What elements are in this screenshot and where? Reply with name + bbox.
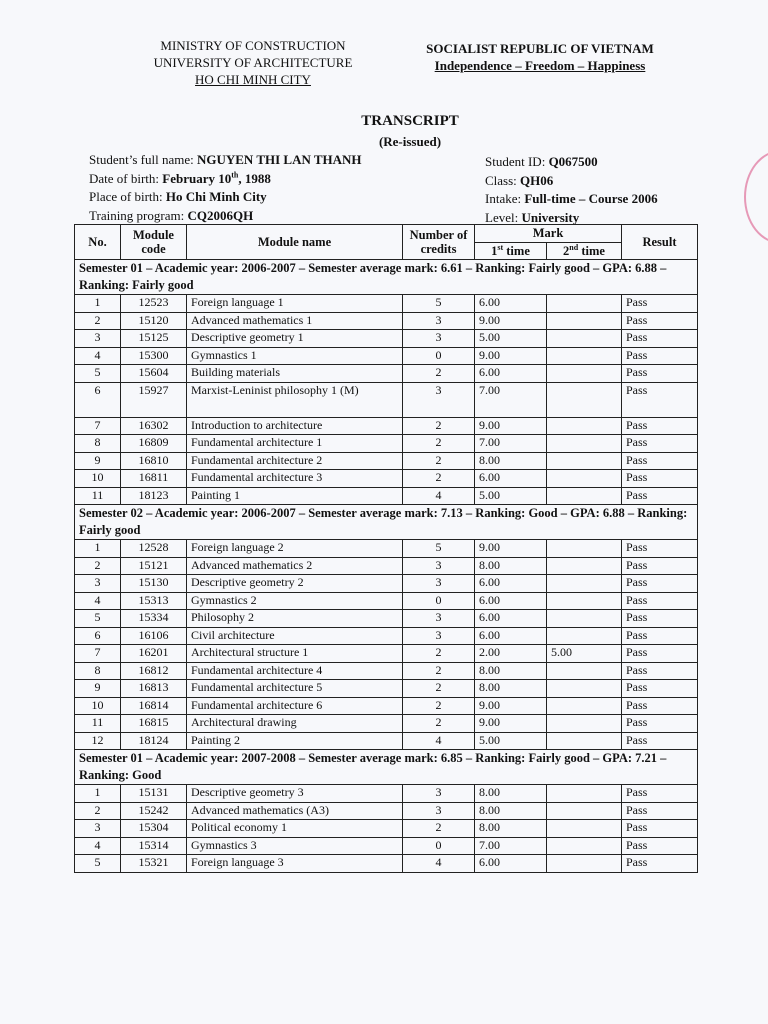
ministry-name: MINISTRY OF CONSTRUCTION — [160, 38, 346, 53]
class-line — [485, 172, 658, 191]
semester-summary: Semester 01 – Academic year: 2007-2008 – Semester average mark: 6.85 – Ranking: Fairly good – GPA: 7.21 – Ranking: Good — [75, 750, 698, 785]
row-no: 10 — [75, 470, 121, 488]
result: Pass — [622, 452, 698, 470]
module-code: 18123 — [121, 487, 187, 505]
mark-first: 7.00 — [475, 837, 547, 855]
credits: 2 — [403, 645, 475, 663]
credits: 3 — [403, 382, 475, 417]
mark-first: 7.00 — [475, 382, 547, 417]
mark-second — [547, 627, 622, 645]
name-label: Student’s full name: — [89, 152, 194, 167]
semester-header-row — [75, 505, 698, 540]
table-row — [75, 697, 698, 715]
mark-second — [547, 417, 622, 435]
mark-second — [547, 820, 622, 838]
semester-summary: Semester 02 – Academic year: 2006-2007 – Semester average mark: 7.13 – Ranking: Good – GPA: 6.88 – Ranking: Fairly good — [75, 505, 698, 540]
mark-second — [547, 312, 622, 330]
mark-first: 8.00 — [475, 785, 547, 803]
module-name: Civil architecture — [187, 627, 403, 645]
module-code: 15120 — [121, 312, 187, 330]
mark-first: 5.00 — [475, 732, 547, 750]
module-name: Descriptive geometry 1 — [187, 330, 403, 348]
result: Pass — [622, 312, 698, 330]
table-row — [75, 592, 698, 610]
document-subtitle: (Re-issued) — [378, 134, 442, 149]
student-name: NGUYEN THI LAN THANH — [196, 152, 362, 167]
module-code: 15242 — [121, 802, 187, 820]
row-no: 2 — [75, 312, 121, 330]
credits: 2 — [403, 435, 475, 453]
module-code: 15121 — [121, 557, 187, 575]
module-code: 16302 — [121, 417, 187, 435]
institution-header — [108, 37, 398, 88]
mark-first: 5.00 — [475, 487, 547, 505]
module-name: Architectural structure 1 — [187, 645, 403, 663]
mark-first: 8.00 — [475, 802, 547, 820]
table-row — [75, 627, 698, 645]
module-code: 16815 — [121, 715, 187, 733]
module-code: 15130 — [121, 575, 187, 593]
table-row — [75, 785, 698, 803]
module-name: Fundamental architecture 6 — [187, 697, 403, 715]
student-name-line — [89, 151, 362, 170]
mark-first: 9.00 — [475, 347, 547, 365]
credits: 4 — [403, 732, 475, 750]
table-row — [75, 382, 698, 417]
module-name: Fundamental architecture 4 — [187, 662, 403, 680]
mark-first: 6.00 — [475, 295, 547, 313]
credits: 2 — [403, 417, 475, 435]
credits: 0 — [403, 592, 475, 610]
table-row — [75, 802, 698, 820]
module-name: Fundamental architecture 1 — [187, 435, 403, 453]
module-code: 16106 — [121, 627, 187, 645]
result: Pass — [622, 295, 698, 313]
header-second-time: 2nd time — [547, 242, 622, 260]
result: Pass — [622, 855, 698, 873]
table-row — [75, 487, 698, 505]
table-row — [75, 452, 698, 470]
row-no: 12 — [75, 732, 121, 750]
module-code: 15321 — [121, 855, 187, 873]
mark-second — [547, 540, 622, 558]
mark-second — [547, 487, 622, 505]
intake-line — [485, 190, 658, 209]
table-row — [75, 575, 698, 593]
table-row — [75, 715, 698, 733]
table-row — [75, 312, 698, 330]
module-name: Foreign language 2 — [187, 540, 403, 558]
result: Pass — [622, 540, 698, 558]
result: Pass — [622, 732, 698, 750]
result: Pass — [622, 487, 698, 505]
module-name: Philosophy 2 — [187, 610, 403, 628]
module-code: 12528 — [121, 540, 187, 558]
row-no: 3 — [75, 820, 121, 838]
result: Pass — [622, 470, 698, 488]
module-name: Fundamental architecture 2 — [187, 452, 403, 470]
mark-second — [547, 715, 622, 733]
row-no: 11 — [75, 487, 121, 505]
module-code: 15604 — [121, 365, 187, 383]
table-row — [75, 557, 698, 575]
result: Pass — [622, 627, 698, 645]
mark-second — [547, 592, 622, 610]
dob-value: February 10th, 1988 — [162, 170, 271, 186]
intake-label: Intake: — [485, 191, 522, 206]
mark-first: 8.00 — [475, 452, 547, 470]
result: Pass — [622, 330, 698, 348]
module-code: 15314 — [121, 837, 187, 855]
credits: 2 — [403, 820, 475, 838]
module-code: 15300 — [121, 347, 187, 365]
mark-first: 9.00 — [475, 697, 547, 715]
row-no: 5 — [75, 365, 121, 383]
table-row — [75, 680, 698, 698]
credits: 2 — [403, 365, 475, 383]
dob-label: Date of birth: — [89, 170, 160, 186]
mark-second — [547, 382, 622, 417]
result: Pass — [622, 347, 698, 365]
result: Pass — [622, 697, 698, 715]
row-no: 8 — [75, 435, 121, 453]
header-first-time: 1st time — [475, 242, 547, 260]
row-no: 10 — [75, 697, 121, 715]
result: Pass — [622, 837, 698, 855]
module-name: Building materials — [187, 365, 403, 383]
credits: 0 — [403, 347, 475, 365]
pob-value: Ho Chi Minh City — [165, 189, 267, 204]
row-no: 1 — [75, 540, 121, 558]
table-row — [75, 662, 698, 680]
mark-first: 8.00 — [475, 557, 547, 575]
result: Pass — [622, 365, 698, 383]
student-id-line — [485, 153, 658, 172]
row-no: 3 — [75, 330, 121, 348]
credits: 3 — [403, 575, 475, 593]
level-value: University — [521, 209, 580, 225]
class-value: QH06 — [520, 172, 554, 188]
credits: 2 — [403, 697, 475, 715]
intake-value: Full-time – Course 2006 — [524, 191, 658, 206]
result: Pass — [622, 662, 698, 680]
module-name: Architectural drawing — [187, 715, 403, 733]
module-code: 16814 — [121, 697, 187, 715]
mark-first: 6.00 — [475, 627, 547, 645]
module-name: Marxist-Leninist philosophy 1 (M) — [187, 382, 403, 417]
mark-second — [547, 470, 622, 488]
mark-second — [547, 697, 622, 715]
mark-second — [547, 330, 622, 348]
table-row — [75, 417, 698, 435]
module-code: 12523 — [121, 295, 187, 313]
result: Pass — [622, 435, 698, 453]
row-no: 4 — [75, 347, 121, 365]
credits: 4 — [403, 487, 475, 505]
module-code: 18124 — [121, 732, 187, 750]
mark-first: 6.00 — [475, 575, 547, 593]
mark-first: 7.00 — [475, 435, 547, 453]
result: Pass — [622, 715, 698, 733]
mark-first: 6.00 — [475, 592, 547, 610]
credits: 2 — [403, 662, 475, 680]
module-name: Advanced mathematics 1 — [187, 312, 403, 330]
module-code: 16812 — [121, 662, 187, 680]
credits: 0 — [403, 837, 475, 855]
mark-second — [547, 452, 622, 470]
table-row — [75, 470, 698, 488]
table-row — [75, 435, 698, 453]
result: Pass — [622, 610, 698, 628]
table-row — [75, 295, 698, 313]
mark-second — [547, 347, 622, 365]
row-no: 3 — [75, 575, 121, 593]
credits: 2 — [403, 680, 475, 698]
student-info-left — [89, 151, 362, 225]
credits: 2 — [403, 715, 475, 733]
program-value: CQ2006QH — [187, 207, 254, 223]
grades-body — [75, 260, 698, 873]
pob-label: Place of birth: — [89, 189, 163, 204]
row-no: 2 — [75, 802, 121, 820]
mark-second: 5.00 — [547, 645, 622, 663]
credits: 2 — [403, 470, 475, 488]
module-code: 16201 — [121, 645, 187, 663]
credits: 3 — [403, 785, 475, 803]
header-mark: Mark — [475, 225, 622, 243]
module-name: Painting 2 — [187, 732, 403, 750]
mark-first: 9.00 — [475, 715, 547, 733]
module-code: 15304 — [121, 820, 187, 838]
module-code: 16813 — [121, 680, 187, 698]
row-no: 6 — [75, 382, 121, 417]
row-no: 1 — [75, 295, 121, 313]
result: Pass — [622, 820, 698, 838]
table-row — [75, 540, 698, 558]
mark-first: 8.00 — [475, 680, 547, 698]
row-no: 11 — [75, 715, 121, 733]
program-line — [89, 207, 362, 226]
row-no: 9 — [75, 452, 121, 470]
credits: 3 — [403, 557, 475, 575]
mark-second — [547, 610, 622, 628]
module-name: Gymnastics 2 — [187, 592, 403, 610]
result: Pass — [622, 785, 698, 803]
class-label: Class: — [485, 172, 517, 188]
row-no: 8 — [75, 662, 121, 680]
level-label: Level: — [485, 209, 519, 225]
module-code: 16810 — [121, 452, 187, 470]
table-row — [75, 645, 698, 663]
row-no: 7 — [75, 645, 121, 663]
module-name: Political economy 1 — [187, 820, 403, 838]
mark-first: 9.00 — [475, 417, 547, 435]
credits: 4 — [403, 855, 475, 873]
module-name: Descriptive geometry 3 — [187, 785, 403, 803]
module-code: 16809 — [121, 435, 187, 453]
result: Pass — [622, 557, 698, 575]
table-row — [75, 732, 698, 750]
result: Pass — [622, 592, 698, 610]
result: Pass — [622, 802, 698, 820]
header-result: Result — [622, 225, 698, 260]
table-row — [75, 347, 698, 365]
table-row — [75, 365, 698, 383]
module-name: Advanced mathematics (A3) — [187, 802, 403, 820]
row-no: 2 — [75, 557, 121, 575]
document-title: TRANSCRIPT — [361, 113, 459, 129]
module-code: 16811 — [121, 470, 187, 488]
semester-header-row — [75, 750, 698, 785]
country-name: SOCIALIST REPUBLIC OF VIETNAM — [426, 41, 654, 56]
credits: 5 — [403, 540, 475, 558]
result: Pass — [622, 417, 698, 435]
national-motto: Independence – Freedom – Happiness — [434, 58, 646, 73]
student-info-right — [485, 153, 658, 227]
mark-second — [547, 732, 622, 750]
module-code: 15334 — [121, 610, 187, 628]
credits: 5 — [403, 295, 475, 313]
module-code: 15125 — [121, 330, 187, 348]
table-row — [75, 837, 698, 855]
mark-first: 5.00 — [475, 330, 547, 348]
mark-second — [547, 802, 622, 820]
id-label: Student ID: — [485, 154, 546, 169]
pob-line — [89, 188, 362, 207]
mark-second — [547, 365, 622, 383]
mark-first: 6.00 — [475, 470, 547, 488]
credits: 3 — [403, 330, 475, 348]
student-id: Q067500 — [548, 154, 598, 169]
header-credits: Number of credits — [403, 225, 475, 260]
credits: 3 — [403, 312, 475, 330]
module-name: Painting 1 — [187, 487, 403, 505]
module-name: Gymnastics 3 — [187, 837, 403, 855]
mark-first: 8.00 — [475, 662, 547, 680]
credits: 3 — [403, 802, 475, 820]
module-name: Introduction to architecture — [187, 417, 403, 435]
module-name: Foreign language 3 — [187, 855, 403, 873]
mark-first: 9.00 — [475, 540, 547, 558]
row-no: 1 — [75, 785, 121, 803]
university-name: UNIVERSITY OF ARCHITECTURE — [153, 55, 353, 70]
module-name: Fundamental architecture 3 — [187, 470, 403, 488]
header-no: No. — [75, 225, 121, 260]
module-code: 15927 — [121, 382, 187, 417]
semester-header-row — [75, 260, 698, 295]
credits: 2 — [403, 452, 475, 470]
result: Pass — [622, 680, 698, 698]
mark-second — [547, 837, 622, 855]
row-no: 4 — [75, 592, 121, 610]
credits: 3 — [403, 627, 475, 645]
program-label: Training program: — [89, 207, 185, 223]
row-no: 6 — [75, 627, 121, 645]
header-module-code: Module code — [121, 225, 187, 260]
table-row — [75, 330, 698, 348]
module-name: Descriptive geometry 2 — [187, 575, 403, 593]
red-seal-stamp — [744, 150, 768, 244]
mark-first: 6.00 — [475, 610, 547, 628]
table-row — [75, 610, 698, 628]
row-no: 7 — [75, 417, 121, 435]
mark-second — [547, 435, 622, 453]
grades-table — [74, 224, 698, 873]
national-header — [400, 40, 680, 74]
mark-second — [547, 575, 622, 593]
row-no: 9 — [75, 680, 121, 698]
module-code: 15131 — [121, 785, 187, 803]
credits: 3 — [403, 610, 475, 628]
mark-second — [547, 662, 622, 680]
module-name: Advanced mathematics 2 — [187, 557, 403, 575]
mark-first: 2.00 — [475, 645, 547, 663]
mark-second — [547, 557, 622, 575]
semester-summary: Semester 01 – Academic year: 2006-2007 – Semester average mark: 6.61 – Ranking: Fairly good – GPA: 6.88 – Ranking: Fairly good — [75, 260, 698, 295]
table-row — [75, 855, 698, 873]
result: Pass — [622, 645, 698, 663]
mark-second — [547, 785, 622, 803]
row-no: 5 — [75, 610, 121, 628]
header-module-name: Module name — [187, 225, 403, 260]
mark-first: 6.00 — [475, 855, 547, 873]
mark-first: 8.00 — [475, 820, 547, 838]
mark-second — [547, 680, 622, 698]
result: Pass — [622, 382, 698, 417]
module-name: Fundamental architecture 5 — [187, 680, 403, 698]
module-name: Gymnastics 1 — [187, 347, 403, 365]
table-row — [75, 820, 698, 838]
mark-second — [547, 295, 622, 313]
module-name: Foreign language 1 — [187, 295, 403, 313]
row-no: 4 — [75, 837, 121, 855]
module-code: 15313 — [121, 592, 187, 610]
row-no: 5 — [75, 855, 121, 873]
city-name: HO CHI MINH CITY — [195, 72, 311, 87]
mark-second — [547, 855, 622, 873]
result: Pass — [622, 575, 698, 593]
mark-first: 9.00 — [475, 312, 547, 330]
dob-line — [89, 170, 362, 189]
mark-first: 6.00 — [475, 365, 547, 383]
